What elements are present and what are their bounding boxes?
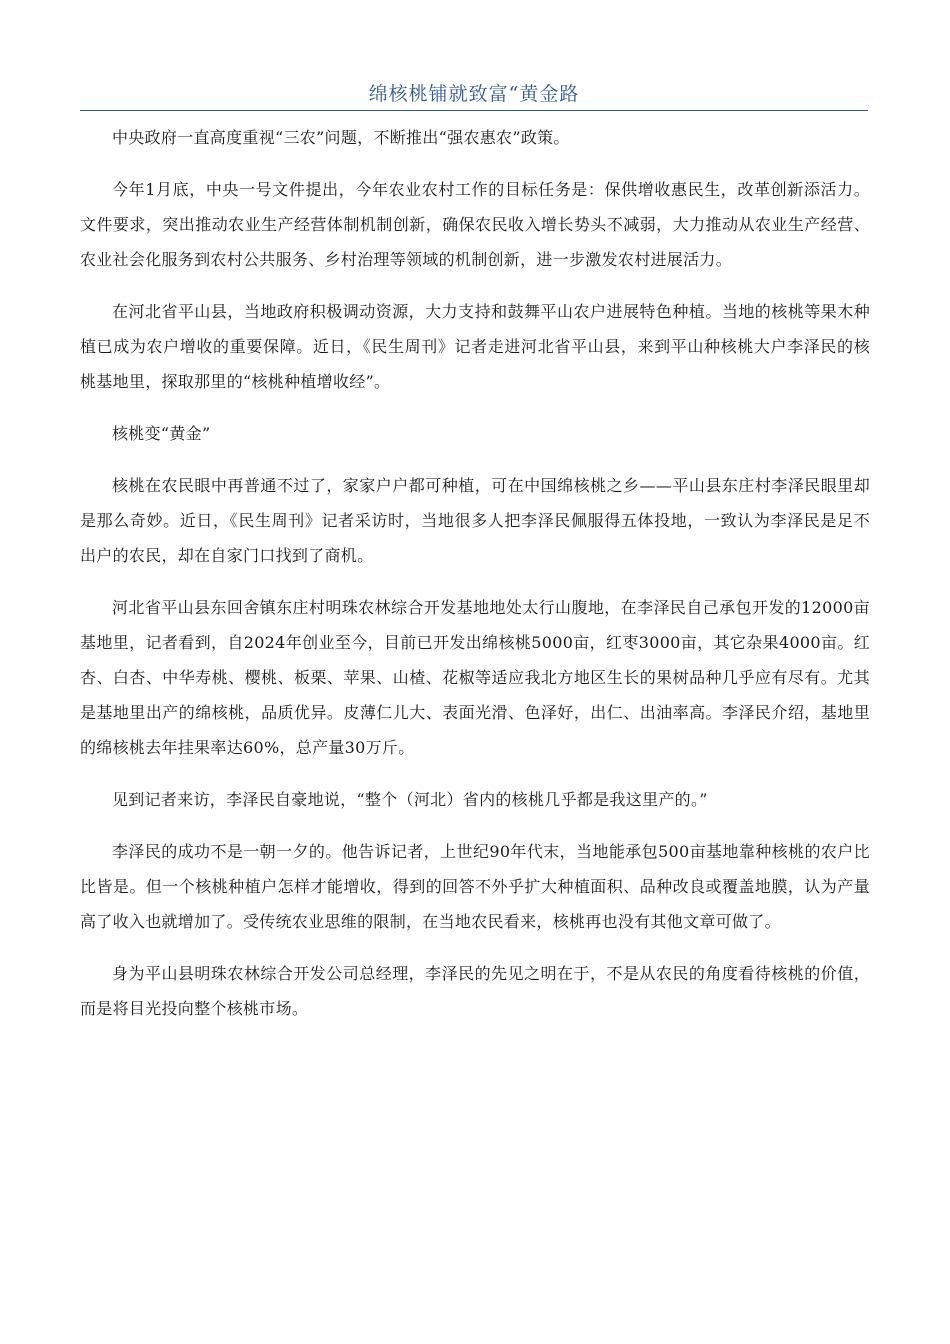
section-heading: 核桃变“黄金” (112, 424, 211, 443)
article-body (80, 120, 870, 1043)
paragraph-policy: 今年1月底，中央一号文件提出，今年农业农村工作的目标任务是：保供增收惠民生，改革创新添活力。文件要求，突出推动农业生产经营体制机制创新，确保农民收入增长势头不减弱，大力推动从农业生产经营、农业社会化服务到农村公共服务、乡村治理等领域的机制创新，进一步激发农村进展活力。 (80, 180, 870, 269)
page-header (80, 82, 868, 111)
paragraph-walnut: 核桃在农民眼中再普通不过了，家家户户都可种植，可在中国绵核桃之乡——平山县东庄村李泽民眼里却是那么奇妙。近日，《民生周刊》记者采访时，当地很多人把李泽民佩服得五体投地，一致认为李泽民是足不出户的农民，却在自家门口找到了商机。 (80, 476, 870, 565)
paragraph-history: 李泽民的成功不是一朝一夕的。他告诉记者，上世纪90年代末，当地能承包500亩基地靠种核桃的农户比比皆是。但一个核桃种植户怎样才能增收，得到的回答不外乎扩大种植面积、品种改良或覆盖地膜，认为产量高了收入也就增加了。受传统农业思维的限制，在当地农民看来，核桃再也没有其他文章可做了。 (80, 842, 870, 931)
paragraph-quote: 见到记者来访，李泽民自豪地说，“整个（河北）省内的核桃几乎都是我这里产的。” (112, 790, 708, 809)
paragraph-intro: 中央政府一直高度重视“三农”问题，不断推出“强农惠农”政策。 (112, 128, 570, 147)
paragraph-pingshan: 在河北省平山县，当地政府积极调动资源，大力支持和鼓舞平山农户进展特色种植。当地的核桃等果木种植已成为农户增收的重要保障。近日，《民生周刊》记者走进河北省平山县，来到平山种核桃大户李泽民的核桃基地里，探取那里的“核桃种植增收经”。 (80, 302, 870, 391)
header-title: 绵核桃铺就致富“黄金路 (368, 83, 580, 105)
paragraph-base: 河北省平山县东回舍镇东庄村明珠农林综合开发基地地处太行山腹地，在李泽民自己承包开发的12000亩基地里，记者看到，自2024年创业至今，目前已开发出绵核桃5000亩，红枣3000亩，其它杂果4000亩。红杏、白杏、中华寿桃、樱桃、板栗、苹果、山楂、花椒等适应我北方地区生长的果树品种几乎应有尽有。尤其是基地里出产的绵核桃，品质优异。皮薄仁儿大、表面光滑、色泽好，出仁、出油率高。李泽民介绍，基地里的绵核桃去年挂果率达60%，总产量30万斤。 (80, 598, 870, 757)
paragraph-vision: 身为平山县明珠农林综合开发公司总经理，李泽民的先见之明在于，不是从农民的角度看待核桃的价值，而是将目光投向整个核桃市场。 (80, 964, 870, 1018)
